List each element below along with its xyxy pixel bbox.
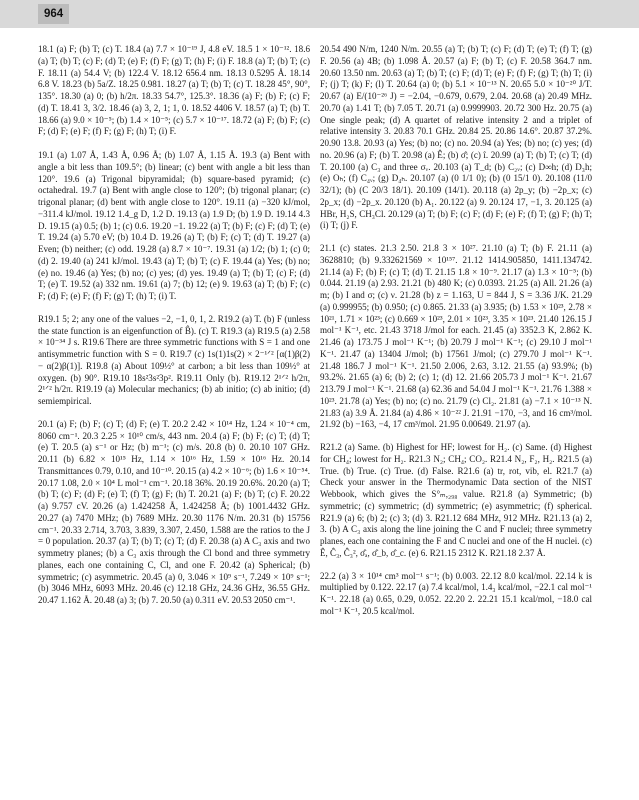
answers-chapter-19: 19.1 (a) 1.07 Å, 1.43 Å, 0.96 Å; (b) 1.07 Å, 1.15 Å. 19.3 (a) Bent with angle a bit less than 109.5°; (b) linear; (c) bent with angle a bit less than 120°. 19.6 (a) Trigonal bipyramidal; (b) square-based pyramid; (c) octahedral. 19.7 (a) Bent with angle close to 120°; (b) trigonal planar; (c) trigonal planar; (d) bent with angle close to 120°. 19.11 (a) −320 kJ/mol, −311.4 kJ/mol. 19.12 1.4_g D, 1.2 D. 19.13 (a) 1.9 D; (b) 1.9 D. 19.14 4.3 D. 19.15 (a) 0.5; (b) 1; (c) 0.6. 19.20 −1. 19.22 (a) T; (b) F; (c) F; (d) T; (e) T. 19.24 (a) 5.70 eV; (b) 10.4 D. 19.26 (a) T; (b) F; (c) T; (d) T. 19.27 (a) Even; (b) neither; (c) odd. 19.28 (a) 8.7 × 10⁻⁷. 19.31 (a) 1/2; (b) 1; (c) 0; (d) 2. 19.40 (a) 241 kJ/mol. 19.43 (a) T; (b) T; (c) F. 19.44 (a) Yes; (b) no; (e) no. 19.46 (a) Yes; (b) no; (c) yes; (d) yes. 19.49 (a) T; (b) T; (c) F; (d) T; (e) T. 19.52 (a) 332 nm. 19.61 (a) 7; (b) 12; (e) 9. 19.63 (a) T; (b) F; (c) F; (d) F; (e) F; (f) F; (g) T; (h) T; (i) T. xyxy=(38,150,310,301)
answers-review-19: R19.1 5; 2; any one of the values −2, −1, 0, 1, 2. R19.2 (a) T. (b) F (unless the state function is an eigenfunction of B̂). (c) T. R19.3 (a) R19.5 (a) 2.58 × 10⁻³⁴ J s. R19.6 There are three symmetric functions with S = 1 and one antisymmetric function with S = 0. R19.7 (c) 1s(1)1s(2) × 2⁻¹ᐟ² [α(1)β(2) − α(2)β(1)]. R19.8 (a) About 109½° at carbon; a bit less than 109½° at oxygen. (b) 90°. R19.10 18s²3s²3p². R19.11 Only (b). R19.12 2¹ᐟ² h/2π, 2¹ᐟ² h/2π. R19.19 (a) Molecular mechanics; (b) ab initio; (c) ab initio; (d) semiempirical. xyxy=(38,313,310,406)
answers-chapter-20: 20.1 (a) F; (b) F; (c) T; (d) F; (e) T. 20.2 2.42 × 10¹⁴ Hz, 1.24 × 10⁻⁴ cm, 8060 cm⁻¹. 20.3 2.25 × 10¹⁰ cm/s, 443 nm. 20.4 (a) F; (b) F; (c) T; (d) T; (e) T. 20.5 (a) s⁻¹ or Hz; (b) m⁻¹; (c) m/s. 20.8 (b) 0. 20.10 107 GHz. 20.11 (b) 6.82 × 10¹⁵ Hz, 1.14 × 10¹⁶ Hz, 1.59 × 10¹⁶ Hz. 20.14 Transmittances 0.79, 0.10, and 10⁻¹⁰. 20.15 (a) 4.2 × 10⁻⁶; (b) 1.6 × 10⁻⁵⁴. 20.17 1.08, 2.0 × 10⁴ L mol⁻¹ cm⁻¹. 20.18 36%. 20.19 20.6%. 20.20 (a) T; (b) T; (c) F; (d) F; (e) T; (f) T; (g) F; (h) T. 20.21 (a) F; (b) T; (c) F. 20.22 (a) 9.757 cV. 20.26 (a) 1.424258 Å, 1.424258 Å; (b) 1001.4432 GHz. 20.27 (a) 7470 MHz; (b) 7689 MHz. 20.30 1176 N/m. 20.31 (b) 15756 cm⁻¹. 20.33 2.714, 3.703, 3.839, 3.307, 2.450, 1.588 are the ratios to the J = 0 population. 20.37 (a) T; (b) T; (c) T; (d) F. 20.38 (a) A C₃ axis and two symmetry planes; (b) a C₃ axis through the Cl bond and three symmetry planes, each one containing C, Cl, and one F. 20.42 (a) Spherical; (b) symmetric; (c) asymmetric. 20.45 (a) 0, 3.046 × 10⁹ s⁻¹, 7.249 × 10⁹ s⁻¹; (b) 3046 MHz, 6093 MHz. 20.46 (c) 12.18 GHz, 24.36 GHz, 36.55 GHz. 20.47 1.162 Å. 20.48 (a) 3; (b) 7. 20.50 (a) 0.311 eV. 20.53 2050 cm⁻¹. xyxy=(38,418,310,605)
left-column xyxy=(38,44,310,607)
answers-chapter-20-continued: 20.54 490 N/m, 1240 N/m. 20.55 (a) T; (b) T; (c) F; (d) T; (e) T; (f) T; (g) F. 20.56 (a) 4B; (b) 1.098 Å. 20.57 (a) F; (b) T; (c) F. 20.58 364.7 nm. 20.60 13.50 nm. 20.63 (a) T; (b) T; (c) F; (d) T; (e) F; (f) F; (g) T; (h) T; (i) F; (j) T; (k) F; (l) T. 20.64 (a) 0; (b) 5.1 × 10⁻¹³ N. 20.65 5.0 × 10⁻²⁰ J/T. 20.67 (a) E/(10⁻²⁶ J) = −2.04, −0.679, 0.679, 2.04. 20.68 (a) 20.49 MHz. 20.70 (a) 1.41 T; (b) 7.05 T. 20.71 (a) 0.9999903. 20.72 300 Hz. 20.75 (a) One single peak; (d) A quartet of relative intensity 2 and a triplet of relative intensity 3. 20.83 70.1 GHz. 20.84 25. 20.86 14.6°. 20.87 37.2%. 20.90 13.8. 20.93 (a) Yes; (b) no; (c) no. 20.94 (a) Yes; (b) no; (c) yes; (d) no. 20.96 (a) F; (b) T. 20.98 (a) Ê; (b) σ̂; (c) î. 20.99 (a) T; (b) T; (c) T; (d) T. 20.100 (a) C₃ and three σᵥ. 20.103 (a) T_d; (b) C₂ᵥ; (c) D∞h; (d) D₃h; (e) Oₕ; (f) C₄ᵥ; (g) D₄ₕ. 20.107 (a) (0 1/1 0); (b) (0 15/1 0). 20.108 (11/0 32/1); (b) (C 20/3 18/1). 20.109 (14/1). 20.118 (a) 2p_y; (b) −2p_x; (c) 2p_x; (d) −2p_x. 20.120 (b) A₁. 20.122 (a) 9. 20.124 17, −1, 3. 20.125 (a) HBr, H₂S, CH₃Cl. 20.129 (a) T; (b) F; (c) F; (d) F; (e) F; (f) T; (g) F; (h) T; (i) T; (j) F. xyxy=(320,44,592,231)
page-header xyxy=(0,0,639,36)
right-column xyxy=(320,44,592,618)
answers-chapter-18: 18.1 (a) F; (b) T; (c) T. 18.4 (a) 7.7 × 10⁻¹⁹ J, 4.8 eV. 18.5 1 × 10⁻¹². 18.6 (a) T; (b) T; (c) F; (d) T; (e) F; (f) F; (g) T; (h) F; (i) F. 18.8 (a) T; (b) T; (c) F. 18.11 (a) 54.4 V; (b) 122.4 V. 18.12 656.4 nm. 18.13 0.5295 Å. 18.14 6.8 V. 18.23 (b) 5a/Z. 18.25 0.981. 18.27 (a) T; (b) T; (c) T. 18.28 45°, 90°, 135°. 18.30 (a) 0; (b) h/2π. 18.33 54.7°, 125.3°. 18.36 (a) F; (b) F; (c) F; (d) T. 18.41 3, 3/2. 18.46 (a) 3, 2, 1; 1, 0. 18.52 4406 V. 18.57 (a) T; (b) T. 18.66 (a) 9.0 × 10⁻⁵; (b) 1.4 × 10⁻⁵; (c) 5.7 × 10⁻¹⁷. 18.72 (a) F; (b) F; (c) F; (d) F; (e) F; (f) F; (g) F; (h) T; (i) F. xyxy=(38,44,310,137)
answers-chapter-21: 21.1 (c) states. 21.3 2.50. 21.8 3 × 10²⁷. 21.10 (a) T; (b) F. 21.11 (a) 3628810; (b) 9.332621569 × 10¹⁵⁷. 21.12 1414.905850, 1411.134742. 21.14 (a) F; (b) F; (c) T; (d) T. 21.15 1.8 × 10⁻⁹. 21.17 (a) 1.3 × 10⁻⁵; (b) 0.044. 21.19 (a) 2.93. 21.21 (b) 480 K; (c) 0.0393. 21.25 (a) All. 21.26 (a) m; (b) I and σ; (c) ν. 21.28 (b) z = 1.163, U = 844 J, S = 3.36 J/K. 21.29 (a) 0.999955; (b) 0.950; (c) 0.865. 21.33 (a) 3.935; (b) 1.53 × 10²³, 2.78 × 10²¹, 1.71 × 10²³; (c) 0.669 × 10²³, 2.01 × 10²³, 3.35 × 10²³. 21.40 126.15 J mol⁻¹ K⁻¹, etc. 21.43 3718 J/mol for each. 21.45 (a) 3352.3 K, 2.862 K. 21.46 (a) 173.75 J mol⁻¹ K⁻¹; (b) 20.79 J mol⁻¹ K⁻¹; (c) 29.10 J mol⁻¹ K⁻¹. 21.47 (a) 13404 J/mol; (b) 17561 J/mol; (c) 279.70 J mol⁻¹ K⁻¹. 21.48 186.7 J mol⁻¹ K⁻¹. 21.50 2.006, 2.63, 3.12. 21.55 (a) 93.9%; (b) 93.2%. 21.65 (a) 6; (b) 2; (c) 1; (d) 12. 21.66 205.73 J mol⁻¹ K⁻¹. 21.67 213.79 J mol⁻¹ K⁻¹. 21.68 (a) 62.36 and 54.04 J mol⁻¹ K⁻¹. 21.76 1.388 × 10²³. 21.78 (a) Yes; (b) no; (c) no. 21.79 (c) Cl₂. 21.81 (a) −7.1 × 10⁻¹³ N. 21.83 (a) 3.9 Å. 21.84 (a) 4.86 × 10⁻²² J. 21.91 −170, −3, and 16 cm³/mol. 21.92 (b) −163, −4, 17 cm³/mol. 21.95 0.00649. 21.97 (a). xyxy=(320,243,592,430)
answers-chapter-22: 22.2 (a) 3 × 10¹⁴ cm³ mol⁻¹ s⁻¹; (b) 0.003. 22.12 8.0 kcal/mol. 22.14 k is multiplied by 0.122. 22.17 (a) 7.4 kcal/mol, 1.4₃ kcal/mol, −22.1 cal mol⁻¹ K⁻¹. 22.18 (a) 0.65, 0.29, 0.052. 22.20 2. 22.21 15.1 kcal/mol, −18.0 cal mol⁻¹ K⁻¹, 20.5 kcal/mol. xyxy=(320,570,592,616)
answers-review-21: R21.2 (a) Same. (b) Highest for HF; lowest for H₂. (c) Same. (d) Highest for CH₄; lowest for H₂. R21.3 N₂; CH₄; CO₂. R21.4 N₂, F₂, H₂. R21.5 (a) True. (b) True. (c) True. (d) False. R21.6 (a) tr, rot, vib, el. R21.7 (a) Check your answer in the Thermodynamic Data section of the NIST Webbook, which gives the S°ₘ,₂₉₈ value. R21.8 (a) Symmetric; (b) symmetric; (c) symmetric; (d) symmetric; (e) asymmetric; (f) spherical. R21.9 (a) 6; (b) 2; (c) 3; (d) 3. R21.12 684 MHz, 912 MHz. R21.13 (a) 2, 3. (b) A C₃ axis along the line joining the C and F nuclei; three symmetry planes, each one containing the F and C nuclei and one of the H nuclei. (c) Ê, Ĉ₃, Ĉ₃², σ̂ₐ, σ̂_b, σ̂_c. (e) 6. R21.15 2312 K. R21.18 2.37 Å. xyxy=(320,442,592,558)
page-number: 964 xyxy=(38,4,69,24)
header-band xyxy=(0,0,639,28)
